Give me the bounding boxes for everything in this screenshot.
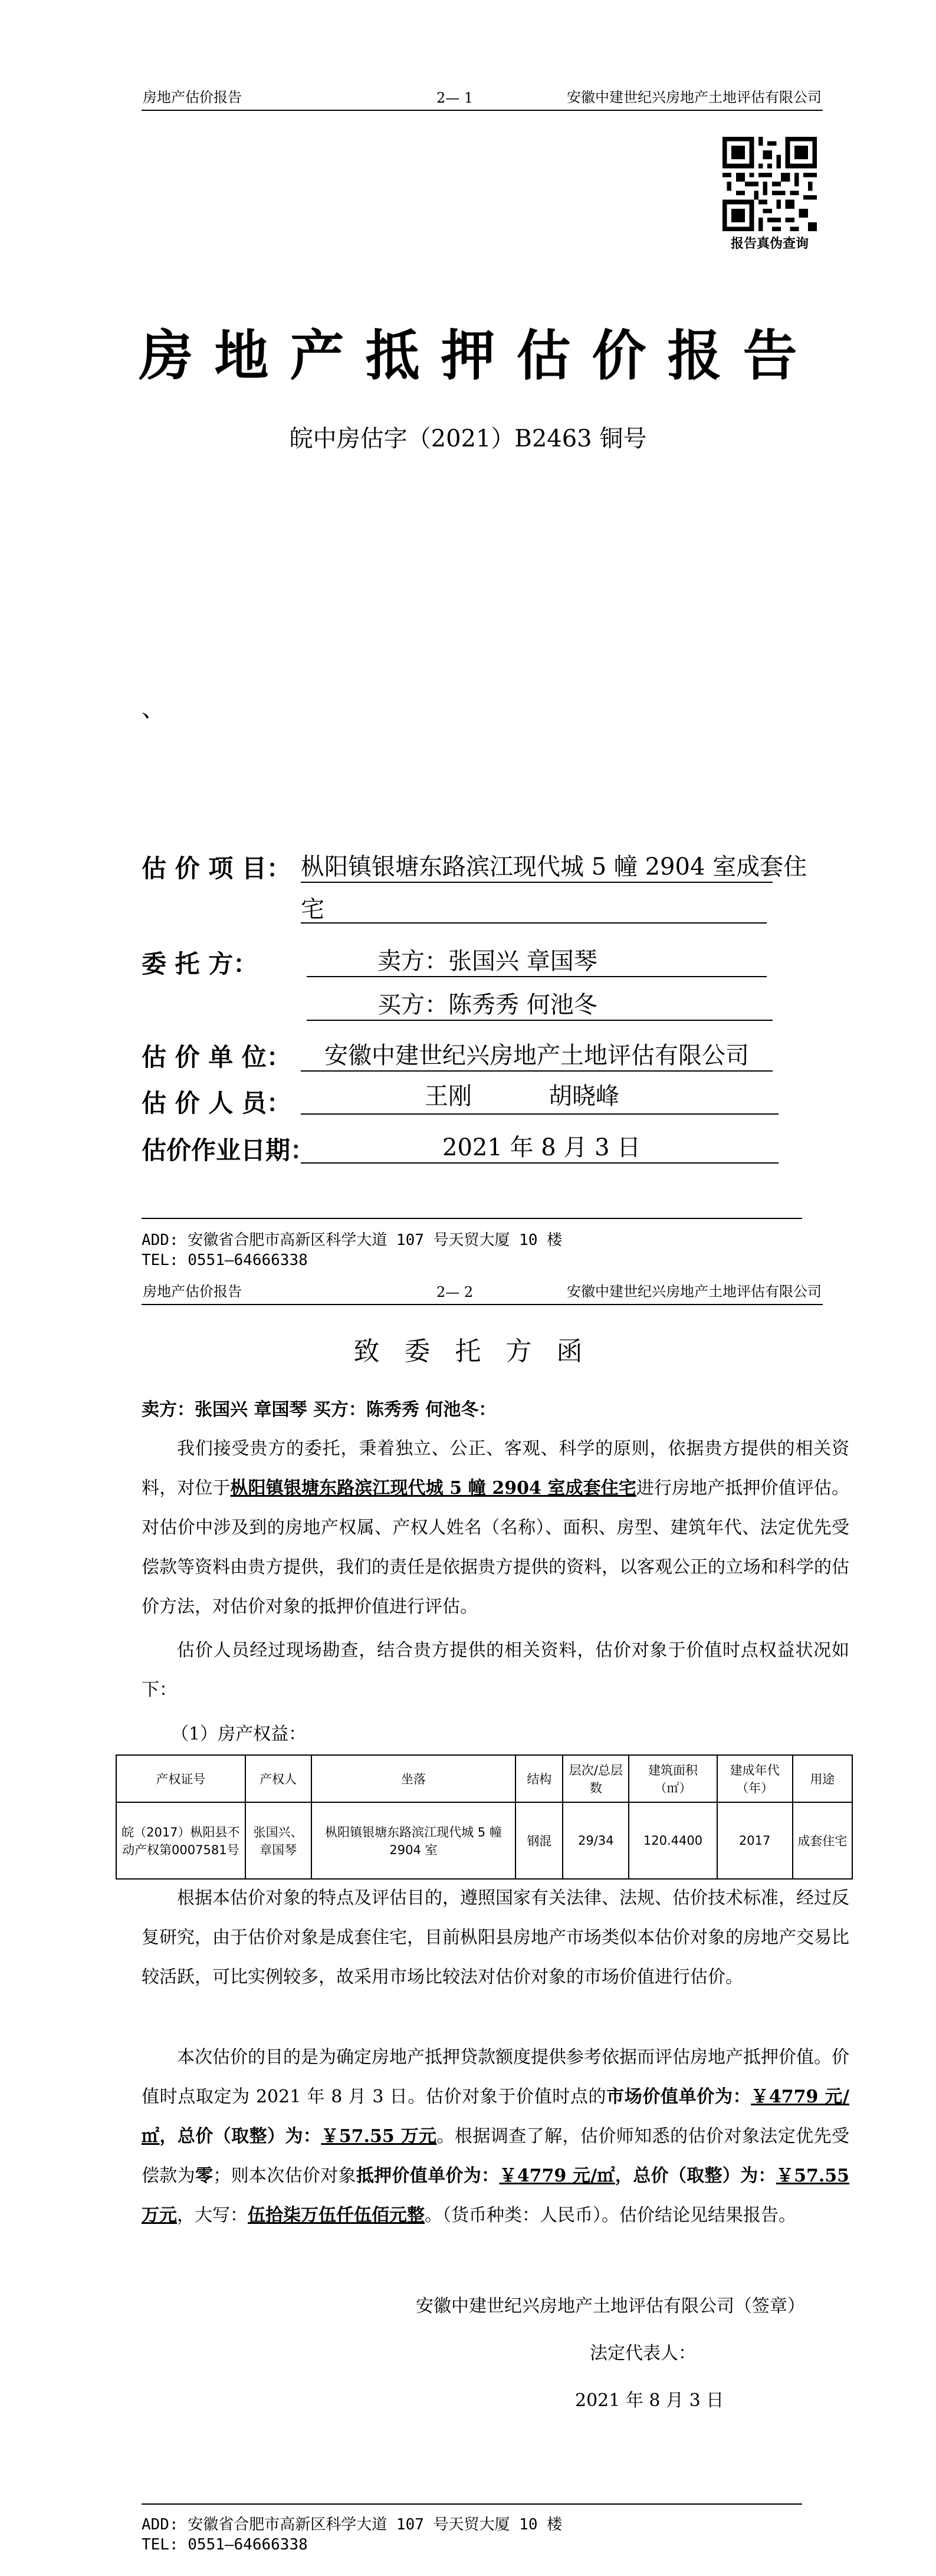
- header-left: 房地产估价报告: [143, 1283, 242, 1300]
- project-value-line2: 宅: [301, 891, 767, 924]
- p4-market-unit-label: 市场价值单价为：: [606, 2087, 751, 2107]
- col-use: 用途: [793, 1755, 852, 1802]
- signature-representative: 法定代表人：: [590, 2343, 696, 2364]
- footer-rule: [142, 1218, 802, 1219]
- p4-text-f: 。根据调查了解，估价师知悉的估价对象法定优先受偿款为: [142, 2126, 850, 2186]
- p4-mortgage-total-label: ，总价（取整）为：: [615, 2166, 776, 2186]
- col-owner: 产权人: [245, 1755, 311, 1802]
- p1-address: 枞阳镇银塘东路滨江现代城 5 幢 2904 室成套住宅: [230, 1478, 636, 1499]
- col-floor: 层次/总层数: [563, 1755, 629, 1802]
- report-title: 房地产抵押估价报告: [139, 324, 819, 387]
- letter-addressee: 卖方：张国兴 章国琴 买方：陈秀秀 何池冬：: [142, 1399, 497, 1420]
- header-page-number: 2— 1: [436, 90, 474, 106]
- p4-mortgage-unit-label: 抵押价值单价为：: [356, 2166, 500, 2186]
- paragraph-2: 估价人员经过现场勘查，结合贵方提供的相关资料，估价对象于价值时点权益状况如下：: [142, 1640, 849, 1700]
- project-value-line1: 枞阳镇银塘东路滨江现代城 5 幢 2904 室成套住: [301, 848, 773, 883]
- p4-text-a: 本次估价的目的是为确定房地产抵押贷款额度提供参考依据而评估房地产抵押价值。价值时点取定为 2021 年 8 月 3 日。估价对象于价值时点的: [142, 2047, 849, 2107]
- staff-name-1: 王刚: [425, 1083, 472, 1110]
- cell-owner: 张国兴、章国琴: [245, 1802, 311, 1879]
- unit-label: 估 价 单 位：: [142, 1043, 291, 1072]
- client-label: 委 托 方：: [142, 949, 258, 978]
- col-structure: 结构: [515, 1755, 563, 1802]
- paragraph-3: 根据本估价对象的特点及评估目的，遵照国家有关法律、法规、估价技术标准，经过反复研究，由于估价对象是成套住宅，目前枞阳县房地产市场类似本估价对象的房地产交易比较活跃，可比实例较多，故采用市场比较法对估价对象的市场价值进行估价。: [142, 1888, 849, 1987]
- footer-address: ADD: 安徽省合肥市高新区科学大道 107 号天贸大厦 10 楼: [142, 2516, 563, 2534]
- cell-use: 成套住宅: [793, 1802, 852, 1879]
- p4-market-unit-price: ￥4779 元/㎡: [142, 2087, 850, 2147]
- header-company: 安徽中建世纪兴房地产土地评估有限公司: [567, 1283, 822, 1300]
- table-row: [116, 1802, 852, 1879]
- date-label: 估价作业日期：: [142, 1136, 316, 1165]
- p4-text-m: ，大写：: [177, 2205, 248, 2226]
- cell-floor: 29/34: [563, 1802, 629, 1879]
- p4-amount-in-words: 伍拾柒万伍仟伍佰元整: [248, 2205, 425, 2226]
- paragraph-1: [142, 1429, 849, 1627]
- header-company: 安徽中建世纪兴房地产土地评估有限公司: [567, 89, 822, 106]
- p4-text-h: ；则本次估价对象: [213, 2166, 356, 2186]
- footer-phone: TEL: 0551—64666338: [142, 1251, 308, 1269]
- table-header-row: [116, 1755, 852, 1802]
- signature-date: 2021 年 8 月 3 日: [575, 2390, 724, 2411]
- col-year: 建成年代（年）: [717, 1755, 793, 1802]
- property-rights-table: [116, 1754, 853, 1880]
- cell-structure: 钢混: [515, 1802, 563, 1879]
- cell-location: 枞阳镇银塘东路滨江现代城 5 幢 2904 室: [311, 1802, 516, 1879]
- staff-label: 估 价 人 员：: [142, 1089, 291, 1118]
- p4-priority-amount: 零: [195, 2166, 214, 2186]
- date-value: 2021 年 8 月 3 日: [301, 1129, 779, 1164]
- paragraph-4: [142, 2038, 849, 2235]
- page-header: [142, 1283, 823, 1305]
- p4-mortgage-total: ￥57.55 万元: [142, 2166, 850, 2226]
- col-cert-no: 产权证号: [116, 1755, 245, 1802]
- footer-address: ADD: 安徽省合肥市高新区科学大道 107 号天贸大厦 10 楼: [142, 1231, 563, 1249]
- footer-rule: [142, 2503, 802, 2505]
- qr-caption: 报告真伪查询: [730, 236, 809, 251]
- letter-page: [0, 1283, 936, 2576]
- unit-value: 安徽中建世纪兴房地产土地评估有限公司: [301, 1037, 773, 1072]
- page-header: [142, 88, 823, 111]
- signature-company: 安徽中建世纪兴房地产土地评估有限公司（签章）: [416, 2296, 805, 2317]
- staff-line: [301, 1082, 779, 1115]
- staff-name-2: 胡晓峰: [549, 1083, 619, 1110]
- stray-mark: 、: [142, 695, 165, 722]
- header-page-number: 2— 2: [436, 1284, 474, 1300]
- qr-code-icon[interactable]: [722, 137, 817, 231]
- cell-cert-no: 皖（2017）枞阳县不动产权第0007581号: [116, 1802, 245, 1879]
- p4-market-total-label: ，总价（取整）为：: [159, 2126, 321, 2147]
- p4-market-total: ￥57.55 万元: [321, 2126, 437, 2147]
- cell-year: 2017: [717, 1802, 793, 1879]
- p4-mortgage-unit-price: ￥4779 元/㎡: [499, 2166, 615, 2186]
- footer-phone: TEL: 0551—64666338: [142, 2536, 308, 2554]
- section-property-rights: （1）房产权益：: [171, 1724, 307, 1744]
- header-left: 房地产估价报告: [143, 89, 242, 106]
- report-number: 皖中房估字（2021）B2463 铜号: [289, 425, 647, 452]
- col-location: 坐落: [311, 1755, 516, 1802]
- cell-area: 120.4400: [629, 1802, 717, 1879]
- col-area: 建筑面积（㎡）: [629, 1755, 717, 1802]
- p1-text-b: 进行房地产抵押价值评估。对估价中涉及到的房地产权属、产权人姓名（名称）、面积、房型、建筑年代、法定优先受偿款等资料由贵方提供，我们的责任是依据贵方提供的资料，以客观公正的立场和科学的估价方法，对估价对象的抵押价值进行评估。: [142, 1478, 850, 1617]
- buyer-value: 买方：陈秀秀 何池冬: [307, 986, 773, 1021]
- p4-text-o: 。（货币种类：人民币）。估价结论见结果报告。: [425, 2205, 796, 2226]
- p1-text-a: 我们接受贵方的委托，秉着独立、公正、客观、科学的原则，依据贵方提供的相关资料，对位于: [142, 1438, 849, 1499]
- seller-value: 卖方：张国兴 章国琴: [307, 942, 767, 977]
- cover-page: [0, 0, 936, 1283]
- letter-title: 致委托方函: [353, 1336, 607, 1366]
- project-label: 估 价 项 目：: [142, 854, 291, 883]
